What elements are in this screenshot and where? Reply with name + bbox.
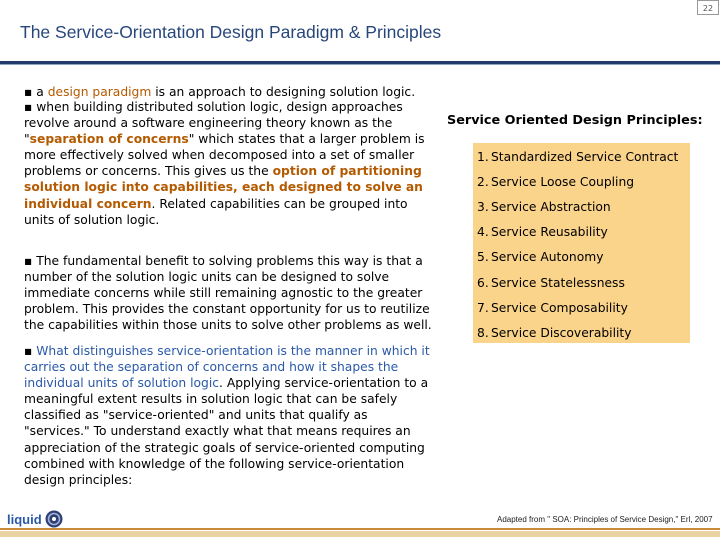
principle-label: Service Composability [491,301,628,315]
principle-number: 1. [477,150,489,164]
principle-item [477,200,611,214]
bullet-text: . Related capabilities can be grouped into units of solution logic. [24,196,408,227]
principle-label: Service Discoverability [491,326,632,340]
bullet-marker: ▪ [24,344,33,358]
bullet-text: design paradigm [47,85,152,99]
footer-band [0,531,720,537]
bullet-service-orientation [24,343,432,488]
principle-item [477,150,678,164]
logo-text: liquid [7,512,42,527]
footer-divider [0,528,720,530]
principle-number: 3. [477,200,489,214]
bullet-marker: ▪ [24,85,33,99]
principle-number: 4. [477,225,489,239]
liquid-logo [6,508,68,530]
principle-label: Service Autonomy [491,250,604,264]
principle-item [477,326,632,340]
principle-item [477,250,603,264]
bullet-separation-of-concerns [24,99,432,228]
bullet-text: when building distributed solution logic, design approaches revolve around a software engineering theory known as the " [24,100,403,147]
bullet-marker: ▪ [24,100,33,114]
principle-item [477,276,625,290]
bullet-text: a [32,85,48,99]
principle-item [477,175,634,189]
principle-number: 5. [477,250,489,264]
principle-label: Service Statelessness [491,276,625,290]
principles-title: Service Oriented Design Principles: [447,113,703,128]
principle-number: 2. [477,175,489,189]
bullet-text: What distinguishes service-orientation is the manner in which it carries out the separation of concerns and how it shapes the individual units of solution logic [24,344,430,391]
principle-label: Standardized Service Contract [491,150,679,164]
title-divider-accent [0,64,720,65]
principle-number: 8. [477,326,489,340]
bullet-text: The fundamental benefit to solving problems this way is that a number of the solution logic units can be designed to solve immediate concerns while still remaining agnostic to the greater problem. This provides the constant opportunity for us to reutilize the capabilities within those units to solve other problems as well. [24,254,432,333]
principle-label: Service Reusability [491,225,608,239]
bullet-text: . Applying service-orientation to a meaningful extent results in solution logic that can be safely classified as "service-oriented" and units that qualify as "services." To understand exactly what that means requires an appreciation of the strategic goals of service-oriented computing combined with knowledge of the following service-orientation design principles: [24,376,429,487]
bullet-text: is an approach to designing solution logic. [151,85,416,99]
bullet-design-paradigm [24,84,444,100]
bullet-text: separation of concerns [29,132,189,147]
page-number: 22 [697,0,719,15]
bullet-text: " which states that a larger problem is more effectively solved when decomposed into a set of smaller problems or concerns. This gives us the [24,132,425,179]
principle-item [477,225,608,239]
slide-title: The Service-Orientation Design Paradigm & Principles [20,22,442,42]
bullet-marker: ▪ [24,254,33,268]
principle-item [477,301,628,315]
principle-label: Service Abstraction [491,200,611,214]
citation: Adapted from " SOA: Principles of Service Design," Erl, 2007 [497,515,713,524]
bullet-fundamental-benefit [24,253,436,333]
principle-number: 7. [477,301,489,315]
principle-label: Service Loose Coupling [491,175,635,189]
bullet-text: option of partitioning solution logic into capabilities, each designed to solve an individual concern [24,164,423,211]
principle-number: 6. [477,276,489,290]
